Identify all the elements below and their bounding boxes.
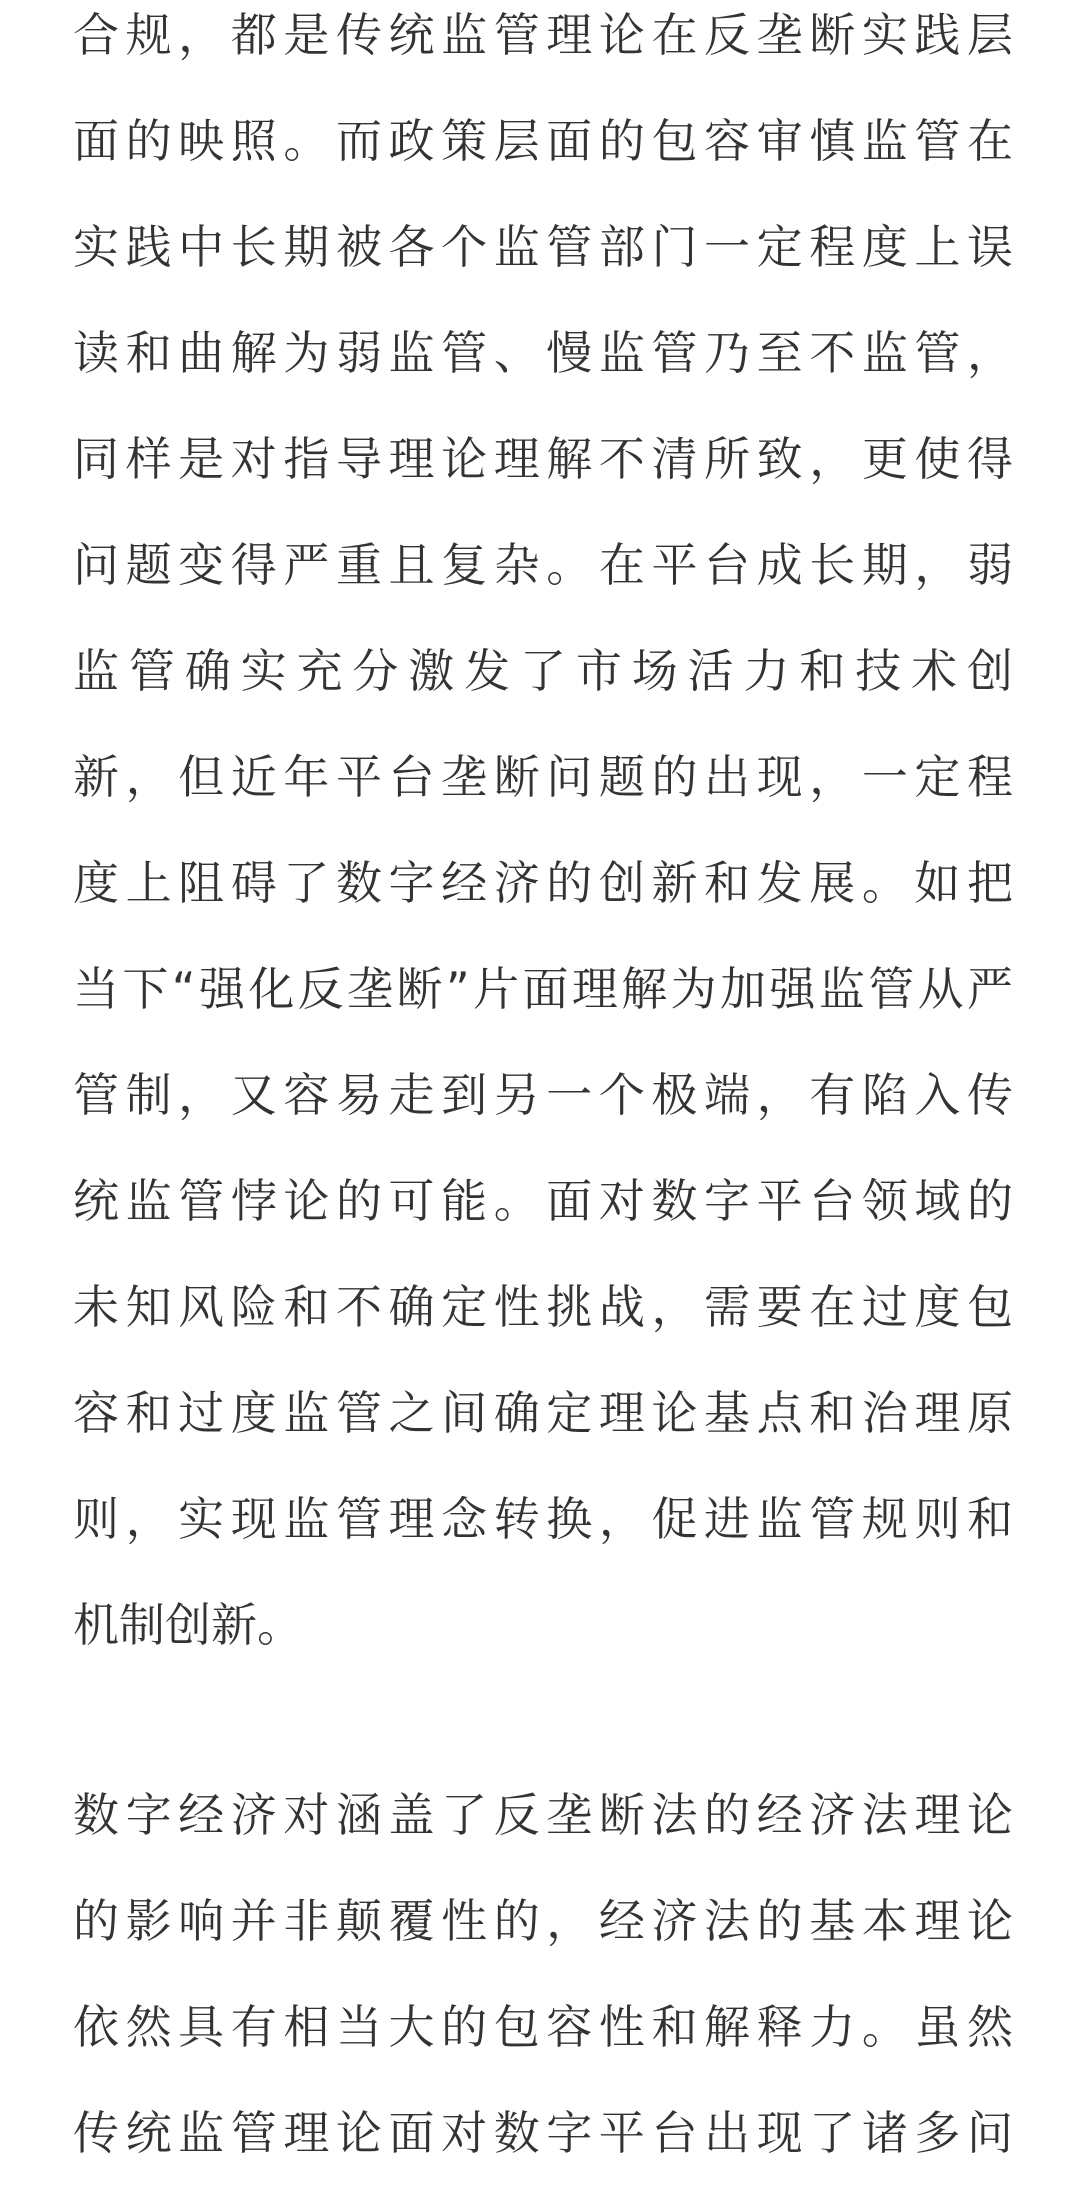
text-line: 监管确实充分激发了市场活力和技术创 — [73, 644, 1013, 698]
text-line: 新，但近年平台垄断问题的出现，一定程 — [73, 750, 1013, 804]
text-line: 实践中长期被各个监管部门一定程度上误 — [73, 220, 1013, 274]
text-line: 管制，又容易走到另一个极端，有陷入传 — [73, 1068, 1013, 1122]
text-line: 数字经济对涵盖了反垄断法的经济法理论 — [73, 1788, 1013, 1842]
text-line: 未知风险和不确定性挑战，需要在过度包 — [73, 1280, 1013, 1334]
text-line: 依然具有相当大的包容性和解释力。虽然 — [73, 2000, 1013, 2054]
article-body — [73, 0, 1013, 2207]
text-line: 读和曲解为弱监管、慢监管乃至不监管， — [73, 326, 1013, 380]
text-line: 当下“强化反垄断”片面理解为加强监管从严 — [73, 962, 1013, 1016]
text-line: 的影响并非颠覆性的，经济法的基本理论 — [73, 1894, 1013, 1948]
text-line: 度上阻碍了数字经济的创新和发展。如把 — [73, 856, 1013, 910]
text-line: 面的映照。而政策层面的包容审慎监管在 — [73, 114, 1013, 168]
text-line: 问题变得严重且复杂。在平台成长期，弱 — [73, 538, 1013, 592]
text-line: 同样是对指导理论理解不清所致，更使得 — [73, 432, 1013, 486]
text-line: 机制创新。 — [73, 1598, 303, 1652]
text-line: 容和过度监管之间确定理论基点和治理原 — [73, 1386, 1013, 1440]
paragraph — [73, 1783, 1013, 2207]
text-line: 则，实现监管理念转换，促进监管规则和 — [73, 1492, 1013, 1546]
text-line: 合规，都是传统监管理论在反垄断实践层 — [73, 8, 1013, 62]
paragraph — [73, 3, 1013, 1699]
text-line: 统监管悖论的可能。面对数字平台领域的 — [73, 1174, 1013, 1228]
text-line: 传统监管理论面对数字平台出现了诸多问 — [73, 2106, 1013, 2160]
paragraph-spacer — [73, 1699, 1013, 1783]
